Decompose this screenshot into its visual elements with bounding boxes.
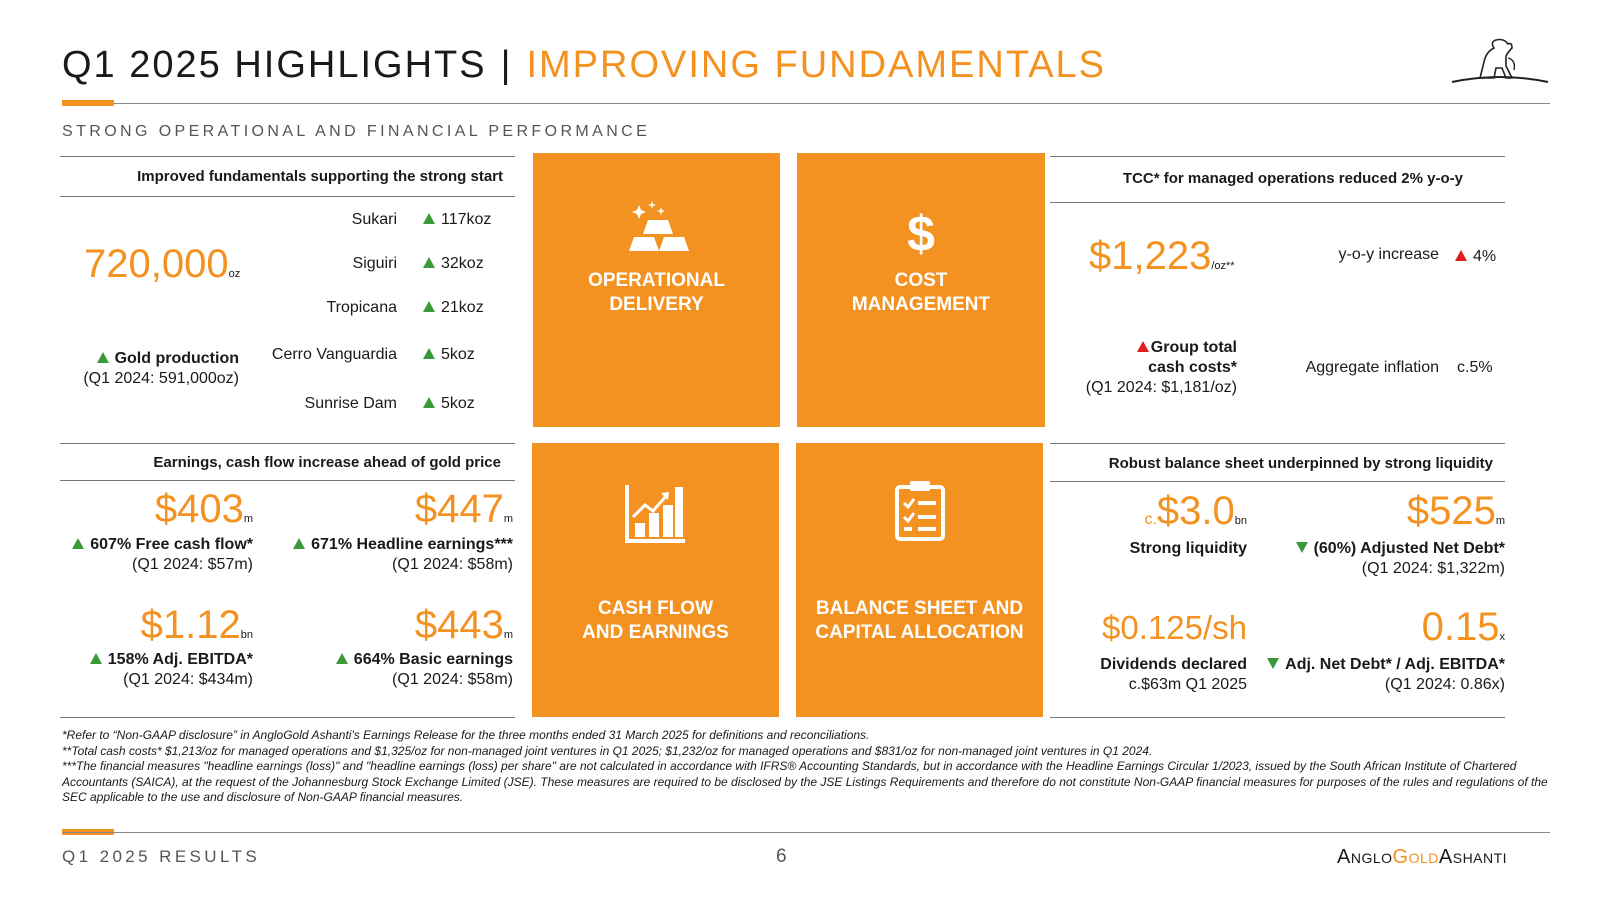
up-arrow-icon [423,257,435,268]
footnote-3: ***The financial measures "headline earnings (loss)" and "headline earnings (loss) per share" are not calculated in accordance with IFRS® Accounting Standards, but in accordance with the Headline Earnings Circular 1/2023, issued by the South African Institute of Chartered Accountants (SAICA), at the request of the Johannesburg Stock Exchange Limited (JSE). These measures are required to be disclosed by the JSE Listings Requirements and therefore do not constitute Non-GAAP financial measures for purposes of the rules and regulations of the SEC applicable to the use and disclosure of Non-GAAP financial measures. [62,759,1548,804]
earnings-heading: Earnings, cash flow increase ahead of gold price [153,454,501,471]
production-prior: (Q1 2024: 591,000oz) [83,370,239,387]
tcc-heading: TCC* for managed operations reduced 2% y-o-y [1122,170,1463,187]
ebitda-unit: bn [240,629,253,641]
headline-earnings-value [280,487,513,532]
net-debt-value [1270,489,1505,534]
up-arrow-icon [293,538,305,549]
brand-part: NGLO [1350,850,1393,866]
up-arrow-icon [1137,341,1149,352]
footnote-2: **Total cash costs* $1,213/oz for managed operations and $1,325/oz for non-managed joint ventures in Q1 2025; $1,232/oz for managed operations and $831/oz for non-managed joint ventures in Q1 2024. [62,743,1153,758]
tcc-label-line2: cash costs* [1148,359,1237,376]
brand-wordmark [1337,846,1507,869]
header-rule [62,103,1550,104]
basic-earnings-label [280,651,513,669]
fcf-label [60,536,253,554]
dividend-sub: c.$63m Q1 2025 [1128,676,1247,693]
panel-rule [60,443,515,444]
tile-cash-flow-earnings [532,443,779,717]
tile-label-line1: BALANCE SHEET AND [815,598,1024,619]
net-debt-label [1270,540,1505,558]
mine-change [423,346,475,364]
tile-label-line1: CASH FLOW [597,598,714,619]
page-subtitle: STRONG OPERATIONAL AND FINANCIAL PERFORMANCE [62,123,651,140]
tile-label-line2: AND EARNINGS [582,622,729,643]
brand-part: OLD [1408,850,1439,866]
panel-rule [1050,717,1505,718]
mine-change [423,395,475,413]
clipboard-checklist-icon [894,479,946,541]
mine-change [423,211,491,229]
panel-rule [1050,481,1505,482]
tcc-value [1089,234,1235,279]
up-arrow-icon [423,348,435,359]
title-main: Q1 2025 HIGHLIGHTS [62,44,487,86]
basic-earnings-value [280,603,513,648]
ebitda-label [60,651,253,669]
mine-name: Siguiri [352,255,397,272]
tcc-prior: (Q1 2024: $1,181/oz) [1085,379,1237,396]
header-accent-bar [62,100,114,106]
mine-change [423,255,484,273]
svg-text:$: $ [907,206,935,257]
headline-earnings-label [280,536,513,554]
tile-operational-delivery [533,153,780,427]
up-arrow-icon [423,397,435,408]
fcf-unit: m [243,513,253,525]
footer-label: Q1 2025 RESULTS [62,847,261,866]
basic-earnings-prior: (Q1 2024: $58m) [392,671,513,688]
brand-part: SHANTI [1452,850,1508,866]
ratio-prior: (Q1 2024: 0.86x) [1384,676,1505,693]
page-title [62,44,1106,87]
up-arrow-icon [336,653,348,664]
liquidity-number: $3.0 [1156,489,1235,533]
yoy-label: y-o-y increase [1338,246,1439,263]
basic-unit: m [503,629,513,641]
title-separator: | [500,44,513,86]
panel-rule [1050,443,1505,444]
liquidity-unit: bn [1234,515,1247,527]
brand-part: G [1392,846,1409,868]
mine-name: Tropicana [326,299,397,316]
tile-label-line1: OPERATIONAL [588,270,725,291]
tcc-number: $1,223 [1089,234,1212,278]
fcf-number: $403 [154,487,244,531]
production-label [60,350,239,368]
up-arrow-icon [423,213,435,224]
brand-part: A [1337,846,1351,868]
mine-change [423,299,484,317]
production-number: 720,000 [84,242,229,286]
fcf-prior: (Q1 2024: $57m) [132,556,253,573]
mine-change-value: 32koz [441,255,484,272]
liquidity-label: Strong liquidity [1129,540,1247,557]
production-heading: Improved fundamentals supporting the strong start [137,168,503,185]
up-arrow-icon [1455,250,1467,261]
up-arrow-icon [90,653,102,664]
dividend-label: Dividends declared [1100,656,1247,673]
panel-rule [1050,202,1505,203]
footnote-1: *Refer to “Non-GAAP disclosure” in AngloGold Ashanti's Earnings Release for the three months ended 31 March 2025 for definitions and reconciliations. [62,728,870,742]
page-number: 6 [776,846,787,867]
bar-chart-growth-icon [625,483,687,545]
net-debt-prior: (Q1 2024: $1,322m) [1361,560,1505,577]
brand-part: A [1438,846,1453,868]
panel-rule [60,480,515,481]
tcc-label-text: Group total [1150,339,1237,356]
liquidity-prefix: c. [1144,511,1157,528]
mine-name: Cerro Vanguardia [271,346,397,363]
production-label-text: Gold production [114,350,239,367]
title-accent: IMPROVING FUNDAMENTALS [526,44,1107,86]
basic-number: $443 [414,603,504,647]
mine-name: Sukari [351,211,397,228]
ratio-label [1260,656,1505,674]
inflation-label: Aggregate inflation [1305,359,1439,376]
fcf-value [60,487,253,532]
ratio-number: 0.15 [1421,605,1500,649]
ratio-label-text: Adj. Net Debt* / Adj. EBITDA* [1285,656,1505,673]
dollar-icon [901,205,941,257]
headline-number: $447 [414,487,504,531]
production-value [84,242,240,287]
tcc-label-line1 [1050,339,1237,357]
lion-logo-icon [1450,36,1550,86]
ebitda-number: $1.12 [140,603,241,647]
tile-label-line2: DELIVERY [609,294,704,315]
net-debt-label-text: (60%) Adjusted Net Debt* [1313,540,1505,557]
mine-change-value: 117koz [441,211,492,228]
tcc-unit: /oz** [1211,260,1235,272]
footer-rule [62,832,1550,833]
mine-change-value: 5koz [441,395,475,412]
mine-change-value: 21koz [441,299,484,316]
down-arrow-icon [1296,542,1308,553]
ratio-value [1270,605,1505,650]
panel-rule [60,717,515,718]
yoy-value [1455,248,1496,266]
net-debt-unit: m [1495,515,1505,527]
net-debt-number: $525 [1406,489,1496,533]
balance-heading: Robust balance sheet underpinned by strong liquidity [1108,455,1493,472]
tile-cost-management [797,153,1045,427]
panel-rule [60,156,515,157]
tile-label-line2: CAPITAL ALLOCATION [815,622,1024,643]
liquidity-value [1050,489,1247,534]
gold-bars-icon [625,201,689,253]
dividend-value: $0.125/sh [1102,609,1247,646]
headline-unit: m [503,513,513,525]
basic-label-text: 664% Basic earnings [353,651,513,668]
panel-rule [1050,156,1505,157]
up-arrow-icon [72,538,84,549]
up-arrow-icon [423,301,435,312]
ebitda-prior: (Q1 2024: $434m) [123,671,253,688]
panel-rule [60,196,515,197]
ebitda-label-text: 158% Adj. EBITDA* [107,651,253,668]
ebitda-value [60,603,253,648]
tile-label-line2: MANAGEMENT [851,294,991,315]
yoy-value-text: 4% [1473,248,1497,265]
tile-balance-sheet [796,443,1043,717]
fcf-label-text: 607% Free cash flow* [90,536,253,553]
headline-earnings-prior: (Q1 2024: $58m) [392,556,513,573]
up-arrow-icon [97,352,109,363]
mine-change-value: 5koz [441,346,475,363]
inflation-value: c.5% [1457,359,1493,376]
tile-label-line1: COST [894,270,948,291]
ratio-unit: x [1499,631,1505,643]
mine-name: Sunrise Dam [304,395,397,412]
footnotes [62,728,1552,806]
down-arrow-icon [1267,658,1279,669]
production-unit: oz [228,268,241,280]
headline-label-text: 671% Headline earnings*** [311,536,513,553]
